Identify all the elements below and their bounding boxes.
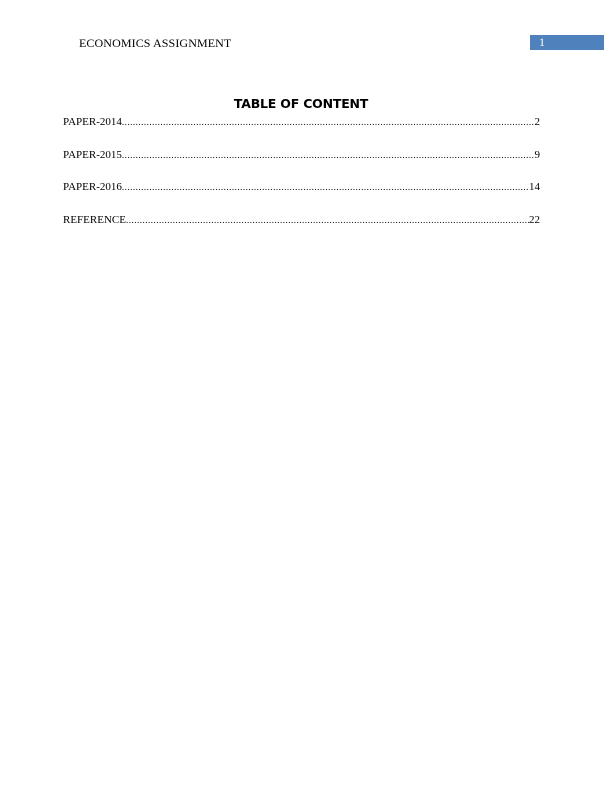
toc-entry-page: 9 xyxy=(534,148,540,161)
toc-entry-paper-2016[interactable] xyxy=(63,180,540,213)
page-number-badge xyxy=(530,35,604,50)
dot-leader xyxy=(122,115,535,129)
dot-leader xyxy=(122,180,529,194)
dot-leader xyxy=(122,148,535,162)
toc-entry-page: 22 xyxy=(529,213,540,226)
toc-entry-paper-2014[interactable] xyxy=(63,115,540,148)
table-of-contents xyxy=(63,115,540,245)
toc-entry-page: 14 xyxy=(529,181,540,193)
toc-entry-reference[interactable] xyxy=(63,213,540,246)
toc-entry-label: PAPER-2014 xyxy=(63,116,122,128)
toc-entry-label: PAPER-2016 xyxy=(63,181,122,193)
toc-entry-page: 2 xyxy=(534,116,540,128)
running-head: ECONOMICS ASSIGNMENT xyxy=(79,36,232,50)
dot-leader xyxy=(126,213,529,227)
toc-entry-label: REFERENCE xyxy=(63,213,126,226)
page-number: 1 xyxy=(539,35,545,49)
toc-entry-paper-2015[interactable] xyxy=(63,148,540,181)
toc-entry-label: PAPER-2015 xyxy=(63,148,122,161)
toc-title: TABLE OF CONTENT xyxy=(233,96,369,111)
